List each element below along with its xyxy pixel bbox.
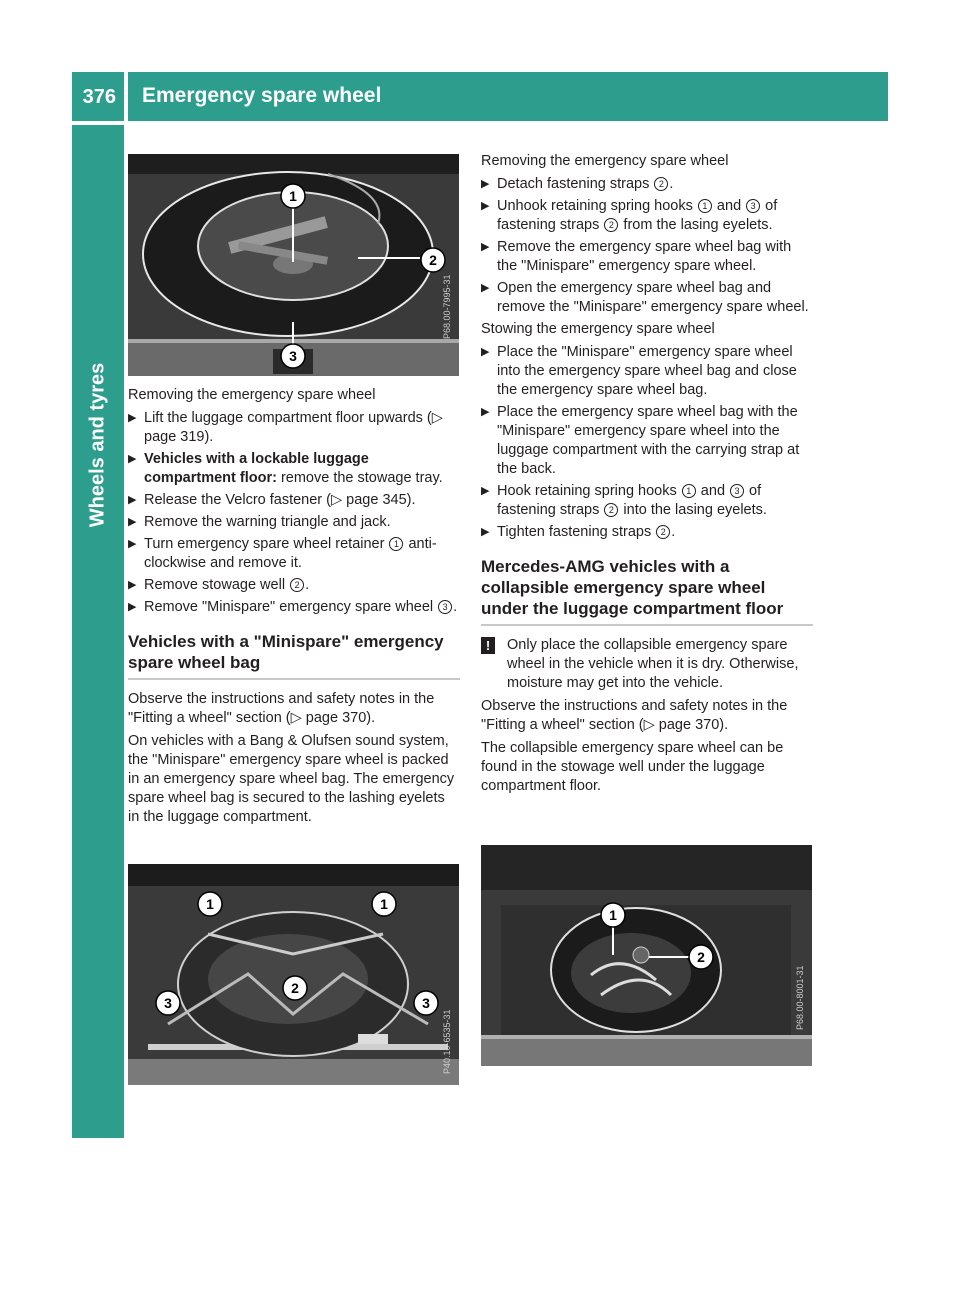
callout-ref: 2 xyxy=(604,503,618,517)
callout-ref: 2 xyxy=(290,578,304,592)
section-heading: Vehicles with a "Minispare" emergency spare wheel bag xyxy=(128,631,460,680)
right-column xyxy=(481,152,813,800)
step: ▶ Remove the emergency spare wheel bag with the "Minispare" emergency spare wheel. xyxy=(481,239,792,274)
spare-wheel-bag-photo xyxy=(128,864,459,1085)
arrow-icon: ▶ xyxy=(481,346,490,358)
step: ▶ Remove the warning triangle and jack. xyxy=(128,514,391,530)
spare-wheel-photo xyxy=(128,154,459,376)
figure-code: P40.10-6535-31 xyxy=(442,1009,452,1074)
step: ▶ Unhook retaining spring hooks 1 and 3 of fastening straps 2 from the lasing eyelets. xyxy=(481,198,778,233)
paragraph: Observe the instructions and safety notes in the "Fitting a wheel" section (▷ page 370). xyxy=(481,698,788,733)
callout-2 xyxy=(689,945,713,969)
page-title: Emergency spare wheel xyxy=(142,84,382,107)
step: ▶ Place the emergency spare wheel bag with the "Minispare" emergency spare wheel into the luggage compartment with the carrying strap at the back. xyxy=(481,404,800,477)
step: ▶ Place the "Minispare" emergency spare wheel into the emergency spare wheel bag and close the emergency spare wheel bag. xyxy=(481,344,797,398)
paragraph: On vehicles with a Bang & Olufsen sound system, the "Minispare" emergency spare wheel is packed in an emergency spare wheel bag. The emergency spare wheel bag is secured to the lashing eyelets in the luggage compartment. xyxy=(128,733,455,825)
side-label-box xyxy=(72,125,124,725)
arrow-icon: ▶ xyxy=(481,178,490,190)
callout-3b xyxy=(414,991,438,1015)
svg-text:2: 2 xyxy=(429,252,437,268)
callout-1b xyxy=(372,892,396,916)
warning-icon: ! xyxy=(481,637,495,654)
page-number-box xyxy=(72,72,124,121)
step: ▶ Detach fastening straps 2 . xyxy=(481,176,674,192)
figure-code: P68.00-8001-31 xyxy=(795,965,805,1030)
svg-text:1: 1 xyxy=(289,188,297,204)
paragraph: Observe the instructions and safety notes in the "Fitting a wheel" section (▷ page 370). xyxy=(128,691,435,726)
svg-text:3: 3 xyxy=(422,995,430,1011)
callout-ref: 3 xyxy=(438,600,452,614)
paragraph: The collapsible emergency spare wheel can be found in the stowage well under the luggage compartment floor. xyxy=(481,740,784,794)
step: ▶ Open the emergency spare wheel bag and remove the "Minispare" emergency spare wheel. xyxy=(481,280,809,315)
arrow-icon: ▶ xyxy=(481,282,490,294)
arrow-icon: ▶ xyxy=(481,526,490,538)
callout-ref: 2 xyxy=(656,525,670,539)
callout-ref: 1 xyxy=(682,484,696,498)
svg-text:2: 2 xyxy=(291,980,299,996)
step: ▶ Tighten fastening straps 2 . xyxy=(481,524,676,540)
arrow-icon: ▶ xyxy=(481,485,490,497)
callout-1 xyxy=(281,184,305,208)
figure-code: P68.00-7995-31 xyxy=(442,274,452,339)
callout-3 xyxy=(281,344,305,368)
step: ▶ Turn emergency spare wheel retainer 1 anti-clockwise and remove it. xyxy=(128,536,437,571)
svg-text:1: 1 xyxy=(609,907,617,923)
arrow-icon: ▶ xyxy=(481,241,490,253)
step: ▶ Remove "Minispare" emergency spare wheel 3 . xyxy=(128,599,458,615)
arrow-icon: ▶ xyxy=(128,579,137,591)
arrow-icon: ▶ xyxy=(128,494,137,506)
step: ▶ Lift the luggage compartment floor upwards (▷ page 319). xyxy=(128,410,443,445)
callout-ref: 3 xyxy=(730,484,744,498)
svg-text:3: 3 xyxy=(164,995,172,1011)
arrow-icon: ▶ xyxy=(128,601,137,613)
arrow-icon: ▶ xyxy=(128,516,137,528)
header-bar xyxy=(128,72,888,121)
side-tab-label: Wheels and tyres xyxy=(86,362,109,528)
left-intro: Removing the emergency spare wheel xyxy=(128,387,376,403)
arrow-icon: ▶ xyxy=(128,412,137,424)
svg-text:1: 1 xyxy=(380,896,388,912)
callout-ref: 2 xyxy=(604,218,618,232)
collapsible-wheel-photo xyxy=(481,845,812,1066)
step: ▶ Vehicles with a lockable luggage compartment floor: remove the stowage tray. xyxy=(128,451,443,486)
left-column xyxy=(128,386,460,831)
callout-2 xyxy=(283,976,307,1000)
callout-1 xyxy=(601,903,625,927)
callout-ref: 3 xyxy=(746,199,760,213)
warning-note: ! Only place the collapsible emergency spare wheel in the vehicle when it is dry. Otherwise, moisture may get into the vehicle. xyxy=(481,636,813,693)
step: ▶ Hook retaining spring hooks 1 and 3 of fastening straps 2 into the lasing eyelets. xyxy=(481,483,767,518)
callout-ref: 1 xyxy=(698,199,712,213)
page-number: 376 xyxy=(82,86,116,108)
right-intro: Removing the emergency spare wheel xyxy=(481,153,729,169)
arrow-icon: ▶ xyxy=(128,453,137,465)
callout-ref: 2 xyxy=(654,177,668,191)
callout-1a xyxy=(198,892,222,916)
callout-3a xyxy=(156,991,180,1015)
step: ▶ Remove stowage well 2 . xyxy=(128,577,310,593)
callout-2 xyxy=(421,248,445,272)
callout-ref: 1 xyxy=(389,537,403,551)
step: ▶ Release the Velcro fastener (▷ page 345). xyxy=(128,492,416,508)
arrow-icon: ▶ xyxy=(481,406,490,418)
svg-text:1: 1 xyxy=(206,896,214,912)
arrow-icon: ▶ xyxy=(128,538,137,550)
section-heading: Mercedes-AMG vehicles with a collapsible emergency spare wheel under the luggage compartment floor xyxy=(481,556,813,626)
arrow-icon: ▶ xyxy=(481,200,490,212)
svg-text:2: 2 xyxy=(697,949,705,965)
svg-text:3: 3 xyxy=(289,348,297,364)
right-intro-2: Stowing the emergency spare wheel xyxy=(481,321,715,337)
